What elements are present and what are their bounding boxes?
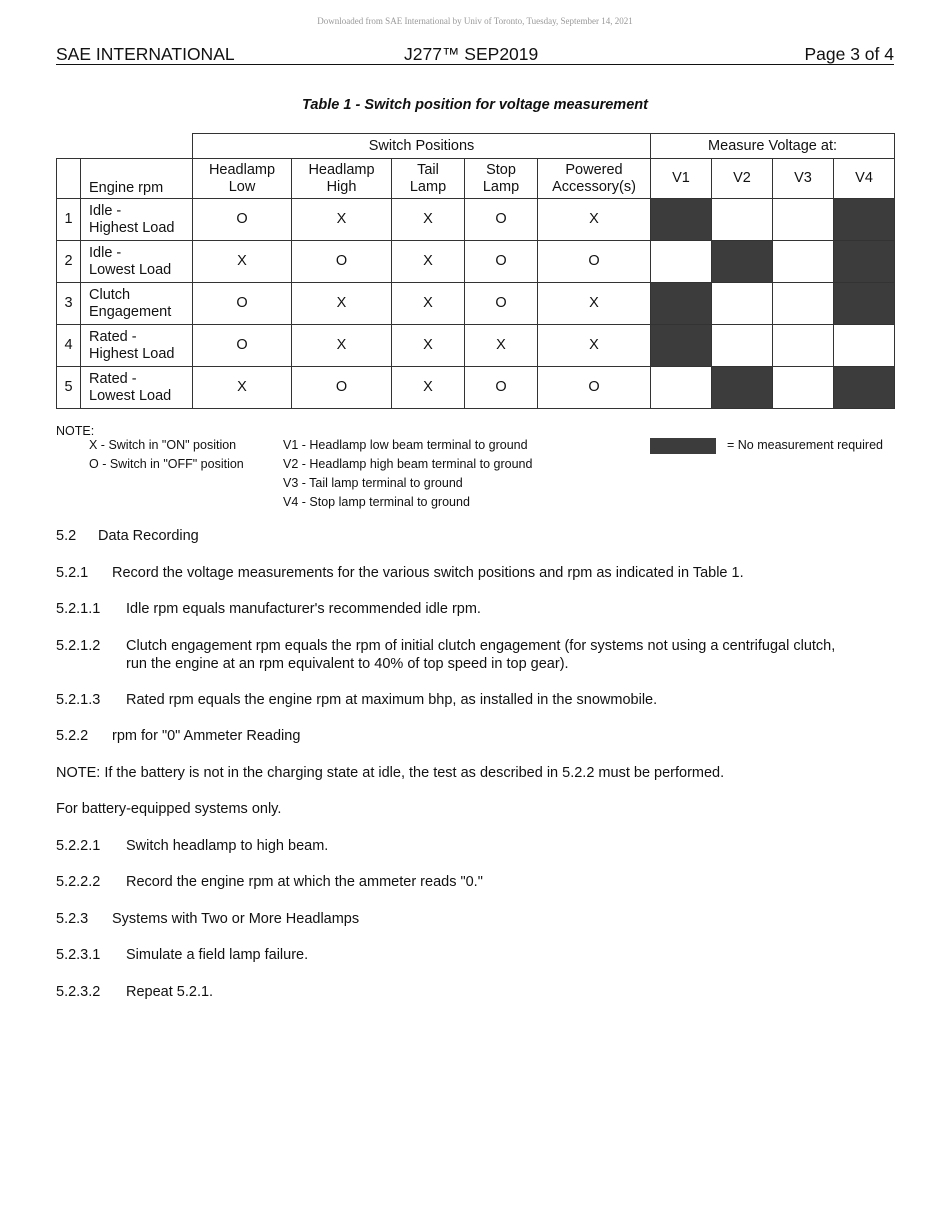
engine-rpm-cell [81,199,193,241]
shade-legend-label: = No measurement required [727,438,883,452]
rpm-line: Clutch [89,286,131,303]
section-number: 5.2.2.2 [56,874,101,890]
section-text: Simulate a field lamp failure. [126,947,309,963]
header-text: Lamp [409,178,447,195]
headlamp-low-cell: O [193,325,292,367]
header-v4: V4 [834,159,895,199]
rpm-line: Idle - [89,202,122,219]
section-title: Systems with Two or More Headlamps [112,911,360,927]
header-headlamp-high [292,159,392,199]
section-title: rpm for "0" Ammeter Reading [112,728,301,744]
note-v3: V3 - Tail lamp terminal to ground [283,476,463,490]
headlamp-low-cell: X [193,367,292,409]
row-number: 2 [57,241,81,283]
table-caption: Table 1 - Switch position for voltage measurement [302,97,648,113]
section-text: Clutch engagement rpm equals the rpm of initial clutch engagement (for systems not using a centrifugal clutch, [126,638,836,654]
voltage-v4-cell [834,325,895,367]
section-text: Idle rpm equals manufacturer's recommended idle rpm. [126,601,481,617]
section-text: Record the voltage measurements for the various switch positions and rpm as indicated in Table 1. [112,565,744,581]
table-corner-blank [57,134,193,159]
voltage-v1-cell [651,367,712,409]
row-number: 3 [57,283,81,325]
page-header [56,44,894,65]
header-stop-lamp [465,159,538,199]
header-text: Stop [486,161,516,178]
voltage-v2-cell [712,283,773,325]
voltage-v2-cell [712,325,773,367]
section-number: 5.2.1.3 [56,692,101,708]
engine-rpm-cell [81,241,193,283]
header-text: Tail [417,161,439,178]
table-row [57,367,895,409]
table-row [57,325,895,367]
stop-lamp-cell: O [465,283,538,325]
section-text: Repeat 5.2.1. [126,984,214,1000]
header-row-number-blank [57,159,81,199]
voltage-v2-cell [712,241,773,283]
powered-accessory-cell: O [538,367,651,409]
headlamp-high-cell: O [292,241,392,283]
tail-lamp-cell: X [392,241,465,283]
section-number: 5.2.3.1 [56,947,101,963]
engine-rpm-cell [81,325,193,367]
headlamp-low-cell: O [193,283,292,325]
header-text: Lamp [482,178,520,195]
rpm-line: Rated - [89,328,137,345]
section-number: 5.2.3.2 [56,984,101,1000]
note-v1: V1 - Headlamp low beam terminal to ground [283,438,528,452]
notes-symbol-legend [89,438,244,476]
headlamp-high-cell: X [292,325,392,367]
rpm-line: Lowest Load [89,261,172,278]
voltage-v1-cell [651,241,712,283]
rpm-line: Idle - [89,244,122,261]
voltage-v2-cell [712,367,773,409]
row-number: 5 [57,367,81,409]
section-text-continued: run the engine at an rpm equivalent to 40% of top speed in top gear). [126,656,569,672]
shade-legend-swatch [650,438,716,454]
download-watermark: Downloaded from SAE International by Univ of Toronto, Tuesday, September 14, 2021 [317,16,633,26]
section-number: 5.2.3 [56,911,89,927]
header-text: High [326,178,357,195]
body-text: For battery-equipped systems only. [56,801,282,817]
voltage-v1-cell [651,283,712,325]
group-header-measure-voltage: Measure Voltage at: [651,134,895,159]
section-number: 5.2.1.2 [56,638,101,654]
header-powered-accessory [538,159,651,199]
header-v3: V3 [773,159,834,199]
headlamp-high-cell: X [292,199,392,241]
section-text: Switch headlamp to high beam. [126,838,329,854]
table-row [57,241,895,283]
voltage-v1-cell [651,199,712,241]
header-text: Low [228,178,256,195]
section-number: 5.2.1.1 [56,601,101,617]
section-number: 5.2.2 [56,728,89,744]
voltage-v3-cell [773,325,834,367]
header-v2: V2 [712,159,773,199]
tail-lamp-cell: X [392,283,465,325]
header-text: Accessory(s) [552,178,636,195]
group-header-switch-positions: Switch Positions [193,134,651,159]
note-v2: V2 - Headlamp high beam terminal to ground [283,457,533,471]
tail-lamp-cell: X [392,325,465,367]
voltage-v4-cell [834,241,895,283]
stop-lamp-cell: O [465,199,538,241]
powered-accessory-cell: X [538,199,651,241]
document-id: J277™ SEP2019 [404,44,539,64]
powered-accessory-cell: X [538,325,651,367]
header-engine-rpm: Engine rpm [81,159,193,199]
note-x-on: X - Switch in "ON" position [89,438,237,452]
headlamp-low-cell: O [193,199,292,241]
section-text: Rated rpm equals the engine rpm at maximum bhp, as installed in the snowmobile. [126,692,658,708]
engine-rpm-cell [81,283,193,325]
powered-accessory-cell: O [538,241,651,283]
voltage-v3-cell [773,283,834,325]
voltage-v3-cell [773,367,834,409]
voltage-v4-cell [834,367,895,409]
section-number: 5.2.1 [56,565,89,581]
tail-lamp-cell: X [392,367,465,409]
rpm-line: Engagement [89,303,172,320]
headlamp-high-cell: X [292,283,392,325]
header-text: Headlamp [208,161,276,178]
header-text: Powered [565,161,623,178]
header-headlamp-low [193,159,292,199]
voltage-v3-cell [773,199,834,241]
page-number: Page 3 of 4 [804,44,894,64]
voltage-v2-cell [712,199,773,241]
section-text: Record the engine rpm at which the ammeter reads "0." [126,874,483,890]
rpm-line: Lowest Load [89,387,172,404]
table-row [57,283,895,325]
row-number: 1 [57,199,81,241]
note-text: NOTE: If the battery is not in the charging state at idle, the test as described in 5.2.2 must be performed. [56,765,725,781]
tail-lamp-cell: X [392,199,465,241]
switch-position-table [56,133,895,409]
table-row [57,199,895,241]
voltage-v3-cell [773,241,834,283]
headlamp-high-cell: O [292,367,392,409]
stop-lamp-cell: O [465,367,538,409]
engine-rpm-cell [81,367,193,409]
stop-lamp-cell: O [465,241,538,283]
rpm-line: Highest Load [89,219,175,236]
header-tail-lamp [392,159,465,199]
notes-voltage-legend [283,438,532,514]
powered-accessory-cell: X [538,283,651,325]
voltage-v4-cell [834,199,895,241]
headlamp-low-cell: X [193,241,292,283]
section-number: 5.2 [56,528,77,544]
voltage-v1-cell [651,325,712,367]
rpm-line: Highest Load [89,345,175,362]
voltage-v4-cell [834,283,895,325]
header-v1: V1 [651,159,712,199]
notes-label: NOTE: [56,424,95,438]
header-text: Headlamp [308,161,375,178]
stop-lamp-cell: X [465,325,538,367]
rpm-line: Rated - [89,370,137,387]
row-number: 4 [57,325,81,367]
organization-name: SAE INTERNATIONAL [56,44,235,64]
note-v4: V4 - Stop lamp terminal to ground [283,495,470,509]
note-o-off: O - Switch in "OFF" position [89,457,244,471]
section-number: 5.2.2.1 [56,838,101,854]
section-title: Data Recording [98,528,199,544]
